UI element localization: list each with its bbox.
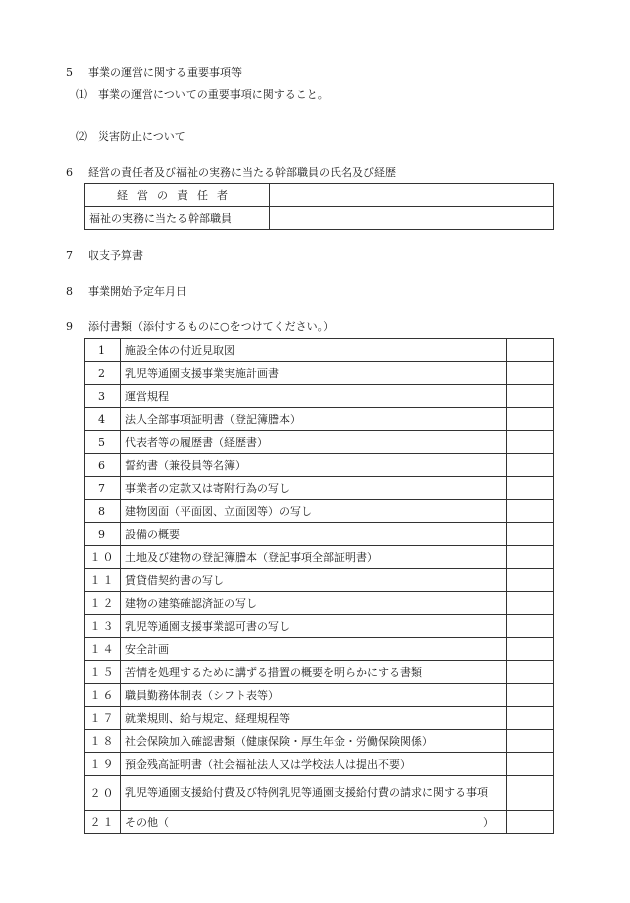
- attachment-name: 運営規程: [121, 385, 507, 408]
- section-7-number: 7: [66, 249, 73, 262]
- attachment-index: １２: [85, 592, 121, 615]
- section-6-number: 6: [66, 166, 73, 179]
- attachment-check-cell[interactable]: [507, 500, 554, 523]
- management-table: [84, 183, 554, 230]
- section-8-heading: [66, 285, 187, 299]
- attachment-index: 3: [85, 385, 121, 408]
- table-row: [85, 730, 554, 753]
- attachment-check-cell[interactable]: [507, 477, 554, 500]
- table-row: [85, 776, 554, 811]
- section-6-title: 経営の責任者及び福祉の実務に当たる幹部職員の氏名及び経歴: [88, 166, 396, 179]
- section-5-item-1-number: ⑴: [76, 88, 87, 101]
- section-5-item-2-text: 災害防止について: [98, 130, 186, 143]
- attachment-check-cell[interactable]: [507, 339, 554, 362]
- attachment-index: ２０: [85, 776, 121, 811]
- section-5-item-1-text: 事業の運営についての重要事項に関すること。: [98, 88, 329, 101]
- table-row: [85, 546, 554, 569]
- attachment-other-label: その他（: [125, 815, 169, 829]
- table-row: [85, 523, 554, 546]
- attachment-check-cell[interactable]: [507, 523, 554, 546]
- section-5-item-2-number: ⑵: [76, 130, 87, 143]
- attachment-check-cell[interactable]: [507, 592, 554, 615]
- attachment-index: １６: [85, 684, 121, 707]
- table-row: [85, 569, 554, 592]
- attachment-index: 5: [85, 431, 121, 454]
- attachment-index: １３: [85, 615, 121, 638]
- section-7-title: 収支予算書: [88, 249, 143, 262]
- attachment-index: １８: [85, 730, 121, 753]
- attachment-name: 乳児等通園支援事業認可書の写し: [121, 615, 507, 638]
- attachment-check-cell[interactable]: [507, 431, 554, 454]
- attachment-index: 2: [85, 362, 121, 385]
- section-8-number: 8: [66, 285, 73, 298]
- attachment-index: １０: [85, 546, 121, 569]
- attachment-index: １９: [85, 753, 121, 776]
- attachment-index: １４: [85, 638, 121, 661]
- attachment-name: 施設全体の付近見取図: [121, 339, 507, 362]
- attachment-check-cell[interactable]: [507, 408, 554, 431]
- table-row: [85, 661, 554, 684]
- attachment-check-cell[interactable]: [507, 776, 554, 811]
- attachment-check-cell[interactable]: [507, 569, 554, 592]
- table-row: [85, 753, 554, 776]
- attachment-name: [121, 811, 507, 834]
- management-row: [85, 207, 554, 230]
- attachment-name: 建物の建築確認済証の写し: [121, 592, 507, 615]
- table-row: [85, 477, 554, 500]
- table-row: [85, 500, 554, 523]
- table-row: [85, 408, 554, 431]
- attachment-check-cell[interactable]: [507, 454, 554, 477]
- attachment-index: 6: [85, 454, 121, 477]
- attachment-name: 安全計画: [121, 638, 507, 661]
- attachment-check-cell[interactable]: [507, 546, 554, 569]
- attachment-check-cell[interactable]: [507, 385, 554, 408]
- attachment-name: 職員勤務体制表（シフト表等）: [121, 684, 507, 707]
- management-value-responsible[interactable]: [270, 184, 554, 207]
- attachment-check-cell[interactable]: [507, 615, 554, 638]
- attachment-check-cell[interactable]: [507, 638, 554, 661]
- attachment-index: 7: [85, 477, 121, 500]
- attachment-name: 乳児等通園支援事業実施計画書: [121, 362, 507, 385]
- attachment-check-cell[interactable]: [507, 684, 554, 707]
- attachment-name: 乳児等通園支援給付費及び特例乳児等通園支援給付費の請求に関する事項: [121, 776, 507, 811]
- attachment-name: 賃貸借契約書の写し: [121, 569, 507, 592]
- table-row: [85, 707, 554, 730]
- attachment-check-cell[interactable]: [507, 753, 554, 776]
- attachment-name: 代表者等の履歴書（経歴書）: [121, 431, 507, 454]
- section-5-title: 事業の運営に関する重要事項等: [88, 66, 242, 79]
- attachment-name: 就業規則、給与規定、経理規程等: [121, 707, 507, 730]
- attachment-index: １５: [85, 661, 121, 684]
- attachment-check-cell[interactable]: [507, 661, 554, 684]
- attachment-name: 法人全部事項証明書（登記簿謄本）: [121, 408, 507, 431]
- management-value-staff[interactable]: [270, 207, 554, 230]
- section-7-heading: [66, 249, 143, 263]
- table-row: [85, 638, 554, 661]
- table-row: [85, 811, 554, 834]
- management-label-staff: 福祉の実務に当たる幹部職員: [85, 207, 270, 230]
- attachment-index: １７: [85, 707, 121, 730]
- section-9-title: 添付書類（添付するものに○をつけてください。）: [88, 320, 335, 333]
- section-9-number: 9: [66, 320, 73, 333]
- attachment-index: １１: [85, 569, 121, 592]
- section-5-heading: [66, 66, 242, 80]
- attachment-check-cell[interactable]: [507, 707, 554, 730]
- table-row: [85, 454, 554, 477]
- attachment-check-cell[interactable]: [507, 362, 554, 385]
- attachment-name: 預金残高証明書（社会福祉法人又は学校法人は提出不要）: [121, 753, 507, 776]
- attachment-index: 1: [85, 339, 121, 362]
- section-5-number: 5: [66, 66, 73, 79]
- attachment-name: 建物図面（平面図、立面図等）の写し: [121, 500, 507, 523]
- attachment-name: 誓約書（兼役員等名簿）: [121, 454, 507, 477]
- table-row: [85, 431, 554, 454]
- attachment-other-close: ）: [483, 815, 494, 829]
- attachment-index: ２１: [85, 811, 121, 834]
- table-row: [85, 592, 554, 615]
- section-5-item-2: [76, 130, 186, 144]
- management-row: [85, 184, 554, 207]
- attachments-table: [84, 338, 554, 834]
- attachment-name: 苦情を処理するために講ずる措置の概要を明らかにする書類: [121, 661, 507, 684]
- section-6-heading: [66, 166, 396, 180]
- attachment-check-cell[interactable]: [507, 730, 554, 753]
- attachment-name: 事業者の定款又は寄附行為の写し: [121, 477, 507, 500]
- attachment-name: 社会保険加入確認書類（健康保険・厚生年金・労働保険関係）: [121, 730, 507, 753]
- table-row: [85, 385, 554, 408]
- attachment-index: 4: [85, 408, 121, 431]
- table-row: [85, 362, 554, 385]
- attachment-index: 8: [85, 500, 121, 523]
- table-row: [85, 615, 554, 638]
- table-row: [85, 339, 554, 362]
- table-row: [85, 684, 554, 707]
- attachment-name: 設備の概要: [121, 523, 507, 546]
- attachment-name: 土地及び建物の登記簿謄本（登記事項全部証明書）: [121, 546, 507, 569]
- section-5-item-1: [76, 88, 329, 102]
- section-9-heading: [66, 320, 334, 334]
- attachment-index: 9: [85, 523, 121, 546]
- attachment-check-cell[interactable]: [507, 811, 554, 834]
- management-label-responsible: 経営の責任者: [85, 184, 270, 207]
- section-8-title: 事業開始予定年月日: [88, 285, 187, 298]
